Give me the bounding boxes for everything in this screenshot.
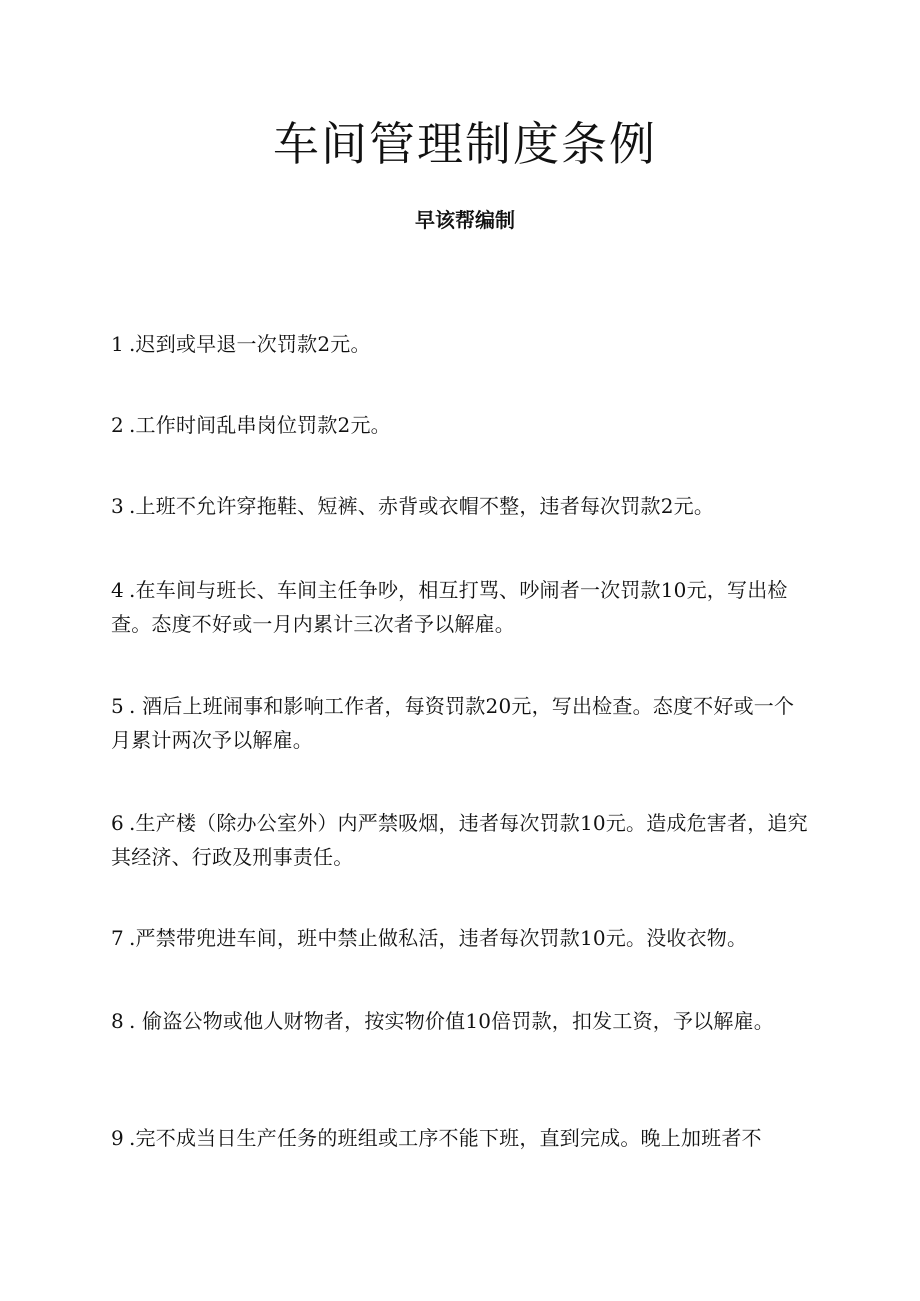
rule-item <box>111 1004 811 1038</box>
rule-text: .在车间与班长、车间主任争吵，相互打骂、吵闹者一次罚款10元，写出检查。态度不好或一月内累计三次者予以解雇。 <box>111 578 788 636</box>
rule-item <box>111 806 811 874</box>
rule-text: . 偷盗公物或他人财物者，按实物价值10倍罚款，扣发工资，予以解雇。 <box>129 1009 774 1033</box>
rule-number: 5 <box>111 694 124 718</box>
rule-text: .完不成当日生产任务的班组或工序不能下班，直到完成。晚上加班者不 <box>129 1126 762 1150</box>
rule-item <box>111 1121 811 1155</box>
author-line: 早该帮编制 <box>415 208 515 232</box>
rule-number: 4 <box>111 578 124 602</box>
rule-text: .上班不允许穿拖鞋、短裤、赤背或衣帽不整，违者每次罚款2元。 <box>129 494 715 518</box>
rule-text: .迟到或早退一次罚款2元。 <box>129 332 371 356</box>
rule-item <box>111 573 811 641</box>
rule-number: 1 <box>111 332 124 356</box>
rule-number: 3 <box>111 494 124 518</box>
document-title: 车间管理制度条例 <box>273 117 657 171</box>
rule-number: 2 <box>111 413 124 437</box>
rule-number: 9 <box>111 1126 124 1150</box>
rule-text: .工作时间乱串岗位罚款2元。 <box>129 413 391 437</box>
rule-number: 6 <box>111 811 124 835</box>
rule-text: . 酒后上班闹事和影响工作者，每资罚款20元，写出检查。态度不好或一个月累计两次予以解雇。 <box>111 694 795 752</box>
rule-item <box>111 689 811 757</box>
rule-number: 8 <box>111 1009 124 1033</box>
rule-item <box>111 408 811 442</box>
rule-text: .生产楼（除办公室外）内严禁吸烟，违者每次罚款10元。造成危害者，追究其经济、行政及刑事责任。 <box>111 811 808 869</box>
rule-text: .严禁带兜进车间，班中禁止做私活，违者每次罚款10元。没收衣物。 <box>129 926 748 950</box>
rule-item <box>111 489 811 523</box>
rule-number: 7 <box>111 926 124 950</box>
rule-item <box>111 921 811 955</box>
rule-item <box>111 327 811 361</box>
